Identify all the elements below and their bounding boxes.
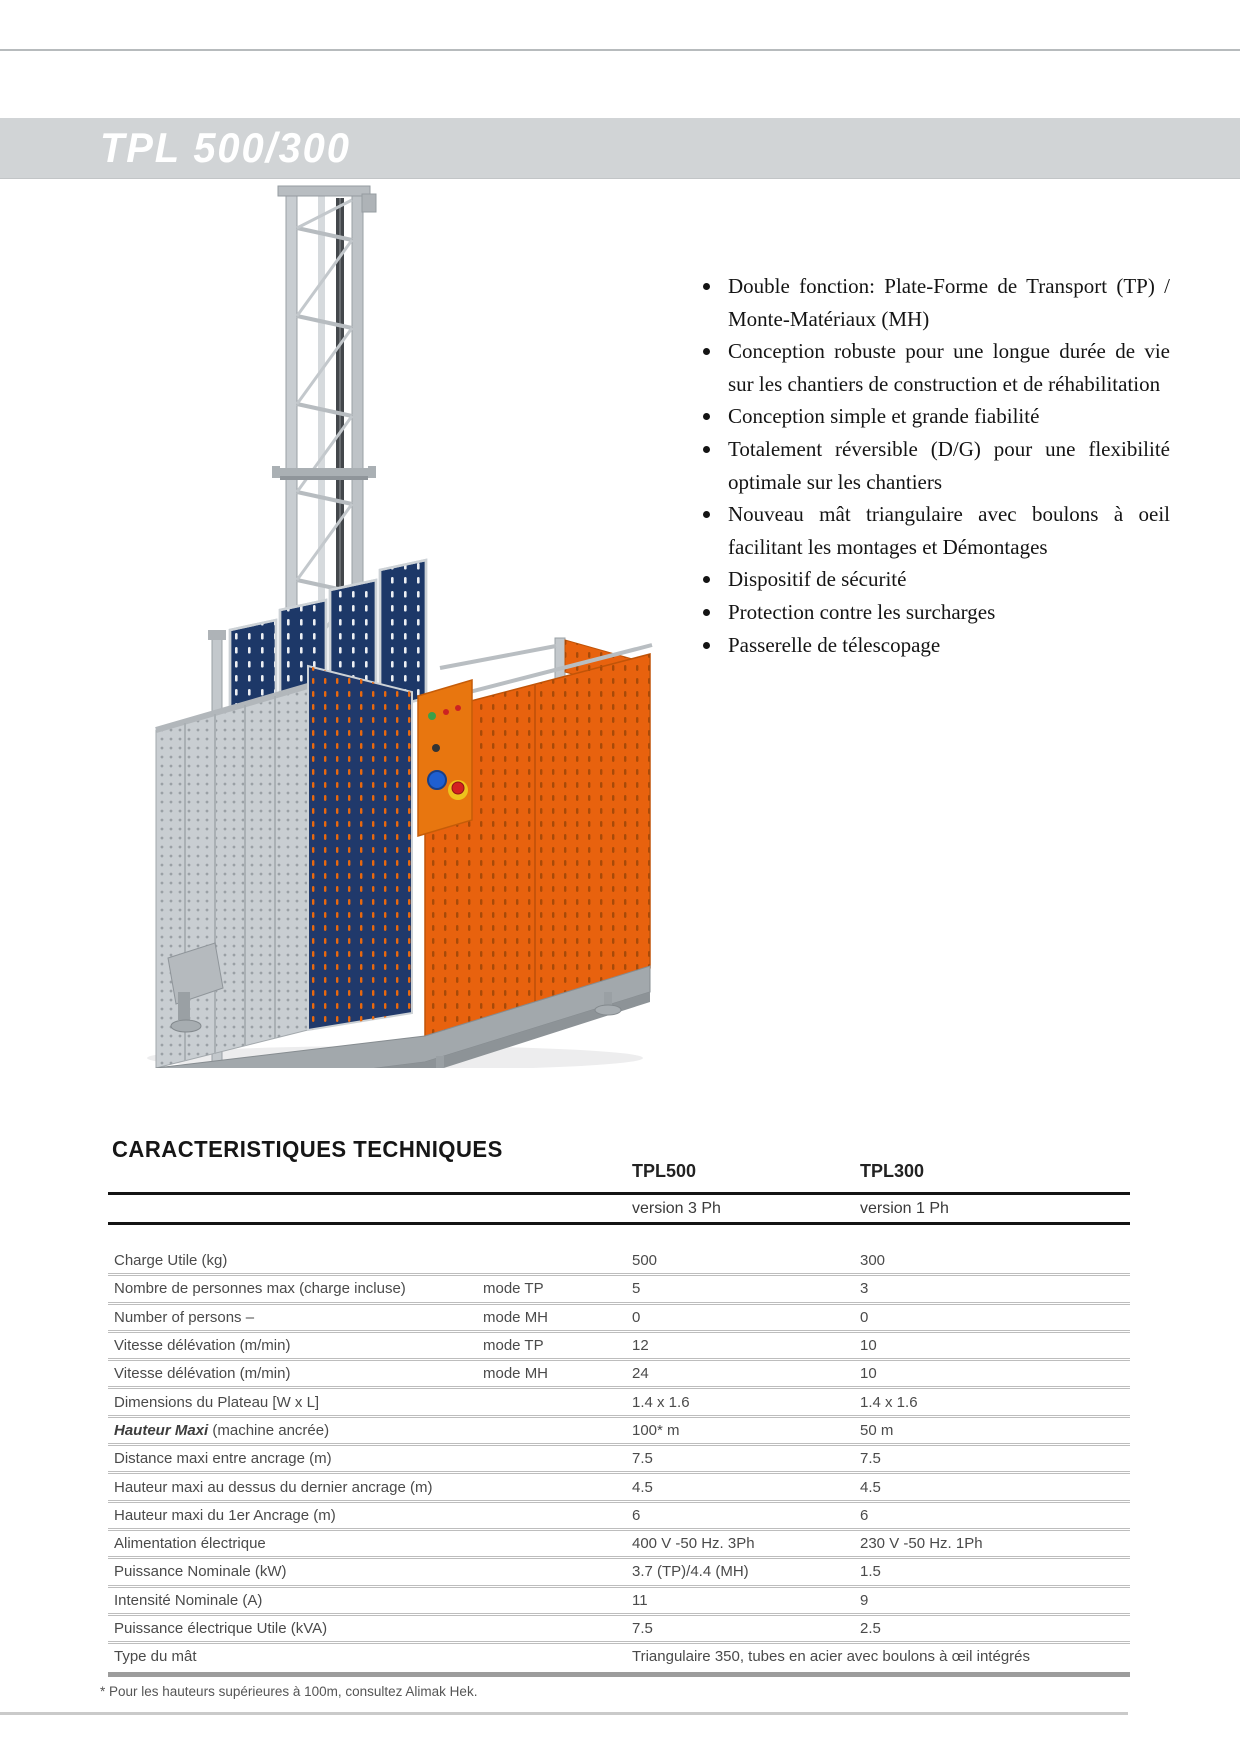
row-value-tpl500: 24 <box>632 1365 649 1383</box>
feature-item <box>700 400 1170 433</box>
row-value-tpl300: 0 <box>860 1308 869 1326</box>
row-value-tpl300: 1.4 x 1.6 <box>860 1393 918 1411</box>
page-title: TPL 500/300 <box>100 124 351 171</box>
bottom-rule <box>0 1712 1128 1715</box>
row-label: Hauteur maxi au dessus du dernier ancrage (m) <box>114 1478 433 1496</box>
row-value-span: Triangulaire 350, tubes en acier avec boulons à œil intégrés <box>632 1648 1030 1666</box>
table-row <box>108 1474 1130 1502</box>
row-value-tpl500: 3.7 (TP)/4.4 (MH) <box>632 1563 749 1581</box>
feature-text: Totalement réversible (D/G) pour une flexibilité optimale sur les chantiers <box>728 436 1170 494</box>
table-row <box>108 1248 1130 1276</box>
row-label: Intensité Nominale (A) <box>114 1591 263 1609</box>
col-header-tpl300: TPL300 <box>860 1161 925 1181</box>
row-label-rest: (machine ancrée) <box>208 1421 330 1439</box>
row-value-tpl500: 1.4 x 1.6 <box>632 1393 690 1411</box>
specs-table <box>108 1248 1130 1669</box>
feature-item <box>700 433 1170 498</box>
row-value-tpl300: 10 <box>860 1337 877 1355</box>
navy-panel-graphic <box>308 666 412 1030</box>
row-value-tpl500: 0 <box>632 1308 641 1326</box>
row-value-tpl300: 230 V -50 Hz. 1Ph <box>860 1535 983 1553</box>
table-bottom-rule <box>108 1672 1130 1677</box>
row-label: Alimentation électrique <box>114 1535 266 1553</box>
feature-item <box>700 498 1170 563</box>
row-label: Distance maxi entre ancrage (m) <box>114 1450 332 1468</box>
table-row <box>108 1276 1130 1304</box>
row-value-tpl300: 50 m <box>860 1421 894 1439</box>
feature-text: Dispositif de sécurité <box>728 567 907 592</box>
row-label: Dimensions du Plateau [W x L] <box>114 1393 320 1411</box>
table-row <box>108 1531 1130 1559</box>
row-mode: mode TP <box>483 1337 544 1355</box>
row-label: Hauteur maxi du 1er Ancrage (m) <box>114 1506 336 1524</box>
row-label: Puissance électrique Utile (kVA) <box>114 1620 328 1637</box>
table-row <box>108 1389 1130 1417</box>
feature-item <box>700 270 1170 335</box>
table-row <box>108 1503 1130 1531</box>
table-row <box>108 1644 1130 1669</box>
feature-item <box>700 335 1170 400</box>
table-rule <box>108 1192 1130 1195</box>
col-subheader-1ph: version 1 Ph <box>860 1200 949 1217</box>
feature-text: Double fonction: Plate-Forme de Transport (TP) / Monte-Matériaux (MH) <box>728 274 1170 331</box>
row-label: Puissance Nominale (kW) <box>114 1563 287 1581</box>
row-value-tpl300: 9 <box>860 1591 869 1609</box>
row-value-tpl300: 2.5 <box>860 1620 881 1637</box>
row-value-tpl300: 7.5 <box>860 1450 881 1468</box>
row-value-tpl300: 300 <box>860 1252 886 1270</box>
feature-item <box>700 629 1170 662</box>
feature-text: Conception robuste pour une longue durée de vie sur les chantiers de construction et de réhabilitation <box>728 339 1170 396</box>
table-row <box>108 1559 1130 1587</box>
row-value-tpl500: 4.5 <box>632 1478 653 1496</box>
col-subheader-3ph: version 3 Ph <box>632 1200 721 1217</box>
row-label: Vitesse délévation (m/min) <box>114 1365 291 1383</box>
row-value-tpl500: 100* m <box>632 1421 680 1439</box>
control-box-graphic <box>418 680 472 836</box>
table-rule <box>108 1222 1130 1225</box>
row-value-tpl500: 500 <box>632 1252 658 1270</box>
row-value-tpl300: 1.5 <box>860 1563 881 1581</box>
feature-text: Protection contre les surcharges <box>728 599 996 624</box>
row-value-tpl300: 6 <box>860 1506 869 1524</box>
feature-text: Passerelle de télescopage <box>728 632 941 657</box>
table-row <box>108 1333 1130 1361</box>
row-label: Type du mât <box>114 1648 197 1666</box>
col-header-tpl500: TPL500 <box>632 1161 697 1181</box>
row-value-tpl500: 6 <box>632 1506 641 1524</box>
feature-text: Nouveau mât triangulaire avec boulons à oeil facilitant les montages et Démontages <box>728 502 1170 559</box>
feature-list <box>700 270 1170 661</box>
row-value-tpl500: 5 <box>632 1280 641 1298</box>
row-label: Nombre de personnes max (charge incluse) <box>114 1280 406 1298</box>
row-label <box>108 1422 483 1439</box>
row-mode: mode MH <box>483 1308 549 1326</box>
feature-text: Conception simple et grande fiabilité <box>728 404 1040 429</box>
section-title: CARACTERISTIQUES TECHNIQUES <box>112 1136 503 1162</box>
table-row <box>108 1588 1130 1616</box>
row-value-tpl500: 7.5 <box>632 1450 653 1468</box>
transport-platform-graphic <box>140 168 660 1068</box>
row-value-tpl500: 400 V -50 Hz. 3Ph <box>632 1535 755 1553</box>
feature-item <box>700 563 1170 596</box>
row-value-tpl500: 11 <box>632 1591 648 1609</box>
top-rule <box>0 49 1240 51</box>
row-label: Number of persons – <box>114 1308 255 1326</box>
row-mode: mode MH <box>483 1365 549 1383</box>
table-footnote: * Pour les hauteurs supérieures à 100m, consultez Alimak Hek. <box>100 1684 478 1699</box>
row-value-tpl500: 12 <box>632 1337 649 1355</box>
row-mode: mode TP <box>483 1280 544 1298</box>
machine-illustration <box>140 168 660 1068</box>
guide-post-cap <box>208 630 226 640</box>
table-row <box>108 1418 1130 1446</box>
table-row <box>108 1305 1130 1333</box>
row-value-tpl300: 10 <box>860 1365 877 1383</box>
table-row <box>108 1616 1130 1644</box>
row-label: Charge Utile (kg) <box>114 1252 228 1270</box>
table-row <box>108 1361 1130 1389</box>
row-value-tpl500: 7.5 <box>632 1620 653 1637</box>
row-value-tpl300: 4.5 <box>860 1478 881 1496</box>
feature-item <box>700 596 1170 629</box>
row-label: Vitesse délévation (m/min) <box>114 1337 291 1355</box>
row-value-tpl300: 3 <box>860 1280 869 1298</box>
table-row <box>108 1446 1130 1474</box>
row-label-emphasis: Hauteur Maxi <box>114 1421 209 1439</box>
